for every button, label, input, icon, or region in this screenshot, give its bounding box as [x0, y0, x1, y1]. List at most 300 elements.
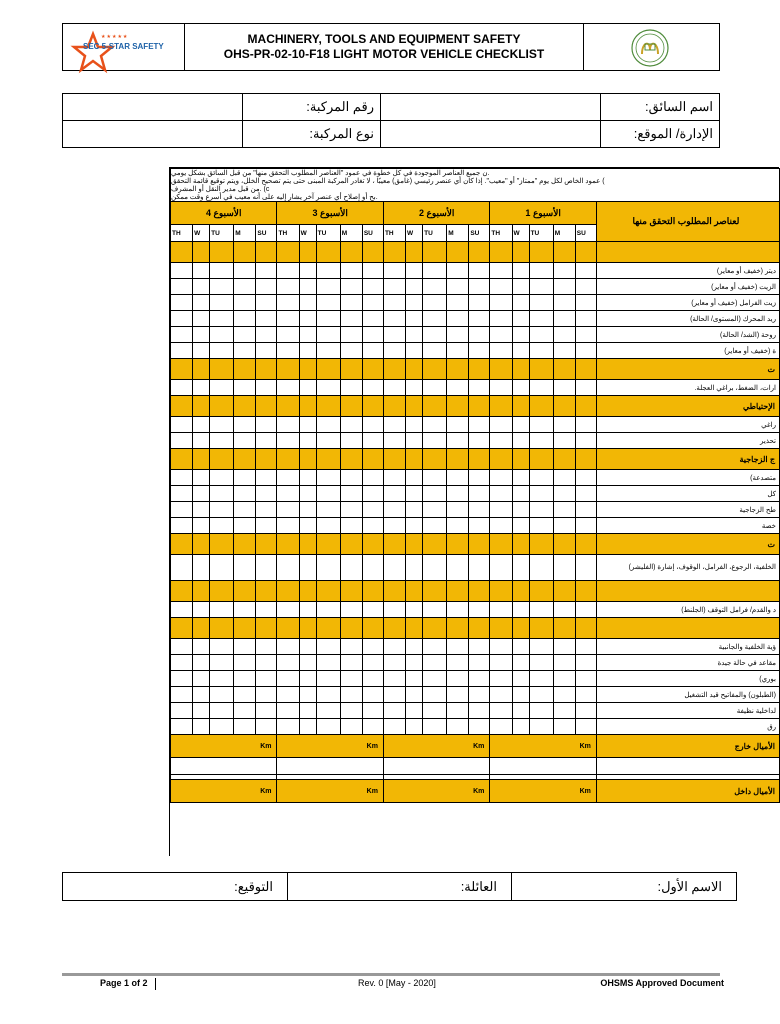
driver-name-field[interactable] [381, 94, 601, 121]
check-cell[interactable] [469, 655, 490, 671]
check-cell[interactable] [423, 486, 447, 502]
check-cell[interactable] [299, 433, 316, 449]
check-cell[interactable] [316, 655, 340, 671]
check-cell[interactable] [469, 279, 490, 295]
km-cell[interactable]: Km [383, 780, 489, 803]
check-cell[interactable] [256, 470, 277, 486]
check-cell[interactable] [256, 602, 277, 618]
check-cell[interactable] [277, 486, 299, 502]
check-cell[interactable] [447, 311, 469, 327]
check-cell[interactable] [553, 703, 575, 719]
check-cell[interactable] [553, 433, 575, 449]
check-cell[interactable] [340, 327, 362, 343]
check-cell[interactable] [469, 311, 490, 327]
check-cell[interactable] [406, 703, 423, 719]
check-cell[interactable] [234, 295, 256, 311]
check-cell[interactable] [299, 719, 316, 735]
check-cell[interactable] [447, 470, 469, 486]
check-cell[interactable] [171, 380, 193, 396]
check-cell[interactable] [299, 295, 316, 311]
check-cell[interactable] [447, 671, 469, 687]
check-cell[interactable] [340, 719, 362, 735]
check-cell[interactable] [171, 687, 193, 703]
check-cell[interactable] [553, 263, 575, 279]
check-cell[interactable] [383, 327, 405, 343]
check-cell[interactable] [340, 311, 362, 327]
check-cell[interactable] [362, 719, 383, 735]
check-cell[interactable] [234, 502, 256, 518]
check-cell[interactable] [193, 433, 210, 449]
check-cell[interactable] [210, 470, 234, 486]
check-cell[interactable] [423, 518, 447, 534]
check-cell[interactable] [193, 671, 210, 687]
check-cell[interactable] [383, 343, 405, 359]
check-cell[interactable] [340, 279, 362, 295]
check-cell[interactable] [193, 295, 210, 311]
check-cell[interactable] [406, 602, 423, 618]
check-cell[interactable] [362, 703, 383, 719]
check-cell[interactable] [340, 602, 362, 618]
check-cell[interactable] [299, 343, 316, 359]
check-cell[interactable] [383, 470, 405, 486]
check-cell[interactable] [529, 687, 553, 703]
check-cell[interactable] [299, 687, 316, 703]
check-cell[interactable] [193, 719, 210, 735]
check-cell[interactable] [299, 502, 316, 518]
check-cell[interactable] [447, 433, 469, 449]
check-cell[interactable] [447, 719, 469, 735]
check-cell[interactable] [299, 671, 316, 687]
check-cell[interactable] [171, 555, 193, 581]
check-cell[interactable] [210, 380, 234, 396]
check-cell[interactable] [256, 311, 277, 327]
check-cell[interactable] [234, 417, 256, 433]
check-cell[interactable] [316, 502, 340, 518]
check-cell[interactable] [490, 343, 512, 359]
check-cell[interactable] [490, 279, 512, 295]
check-cell[interactable] [406, 417, 423, 433]
check-cell[interactable] [234, 327, 256, 343]
check-cell[interactable] [171, 518, 193, 534]
km-cell[interactable]: Km [277, 780, 383, 803]
check-cell[interactable] [529, 703, 553, 719]
check-cell[interactable] [210, 655, 234, 671]
check-cell[interactable] [423, 502, 447, 518]
check-cell[interactable] [447, 380, 469, 396]
check-cell[interactable] [575, 703, 596, 719]
check-cell[interactable] [340, 639, 362, 655]
check-cell[interactable] [171, 655, 193, 671]
check-cell[interactable] [447, 703, 469, 719]
check-cell[interactable] [256, 502, 277, 518]
check-cell[interactable] [210, 703, 234, 719]
check-cell[interactable] [299, 655, 316, 671]
check-cell[interactable] [256, 719, 277, 735]
check-cell[interactable] [299, 417, 316, 433]
check-cell[interactable] [469, 486, 490, 502]
check-cell[interactable] [383, 486, 405, 502]
check-cell[interactable] [210, 639, 234, 655]
check-cell[interactable] [512, 639, 529, 655]
check-cell[interactable] [277, 687, 299, 703]
check-cell[interactable] [362, 602, 383, 618]
check-cell[interactable] [316, 470, 340, 486]
check-cell[interactable] [423, 470, 447, 486]
check-cell[interactable] [340, 343, 362, 359]
check-cell[interactable] [299, 486, 316, 502]
check-cell[interactable] [362, 655, 383, 671]
check-cell[interactable] [362, 433, 383, 449]
check-cell[interactable] [469, 433, 490, 449]
check-cell[interactable] [193, 518, 210, 534]
check-cell[interactable] [362, 295, 383, 311]
check-cell[interactable] [575, 295, 596, 311]
check-cell[interactable] [423, 555, 447, 581]
check-cell[interactable] [362, 311, 383, 327]
mileage-entry-cell[interactable] [171, 758, 277, 775]
check-cell[interactable] [316, 486, 340, 502]
check-cell[interactable] [234, 433, 256, 449]
check-cell[interactable] [575, 555, 596, 581]
check-cell[interactable] [340, 470, 362, 486]
check-cell[interactable] [469, 502, 490, 518]
check-cell[interactable] [210, 311, 234, 327]
check-cell[interactable] [529, 719, 553, 735]
check-cell[interactable] [406, 719, 423, 735]
check-cell[interactable] [193, 470, 210, 486]
check-cell[interactable] [469, 417, 490, 433]
check-cell[interactable] [193, 687, 210, 703]
check-cell[interactable] [193, 703, 210, 719]
check-cell[interactable] [299, 518, 316, 534]
check-cell[interactable] [469, 470, 490, 486]
check-cell[interactable] [529, 518, 553, 534]
km-cell[interactable]: Km [171, 735, 277, 758]
check-cell[interactable] [529, 311, 553, 327]
check-cell[interactable] [490, 486, 512, 502]
km-cell[interactable]: Km [277, 735, 383, 758]
check-cell[interactable] [171, 417, 193, 433]
check-cell[interactable] [362, 470, 383, 486]
check-cell[interactable] [256, 279, 277, 295]
check-cell[interactable] [299, 327, 316, 343]
check-cell[interactable] [256, 327, 277, 343]
check-cell[interactable] [277, 502, 299, 518]
check-cell[interactable] [447, 263, 469, 279]
check-cell[interactable] [362, 279, 383, 295]
check-cell[interactable] [193, 311, 210, 327]
check-cell[interactable] [469, 687, 490, 703]
check-cell[interactable] [362, 639, 383, 655]
family-name-field[interactable]: العائلة: [288, 873, 512, 900]
check-cell[interactable] [423, 655, 447, 671]
check-cell[interactable] [383, 279, 405, 295]
check-cell[interactable] [234, 687, 256, 703]
check-cell[interactable] [210, 295, 234, 311]
check-cell[interactable] [406, 518, 423, 534]
check-cell[interactable] [277, 602, 299, 618]
check-cell[interactable] [193, 486, 210, 502]
check-cell[interactable] [575, 470, 596, 486]
check-cell[interactable] [512, 343, 529, 359]
check-cell[interactable] [362, 263, 383, 279]
check-cell[interactable] [277, 719, 299, 735]
check-cell[interactable] [575, 687, 596, 703]
check-cell[interactable] [210, 433, 234, 449]
check-cell[interactable] [406, 343, 423, 359]
check-cell[interactable] [193, 555, 210, 581]
check-cell[interactable] [193, 417, 210, 433]
check-cell[interactable] [575, 343, 596, 359]
check-cell[interactable] [277, 639, 299, 655]
check-cell[interactable] [340, 486, 362, 502]
check-cell[interactable] [469, 263, 490, 279]
check-cell[interactable] [575, 486, 596, 502]
check-cell[interactable] [575, 639, 596, 655]
check-cell[interactable] [553, 687, 575, 703]
check-cell[interactable] [383, 671, 405, 687]
check-cell[interactable] [447, 343, 469, 359]
check-cell[interactable] [575, 263, 596, 279]
check-cell[interactable] [383, 655, 405, 671]
check-cell[interactable] [383, 555, 405, 581]
check-cell[interactable] [277, 327, 299, 343]
check-cell[interactable] [406, 470, 423, 486]
check-cell[interactable] [340, 502, 362, 518]
check-cell[interactable] [234, 555, 256, 581]
check-cell[interactable] [340, 380, 362, 396]
check-cell[interactable] [423, 719, 447, 735]
check-cell[interactable] [512, 719, 529, 735]
check-cell[interactable] [316, 703, 340, 719]
check-cell[interactable] [299, 380, 316, 396]
check-cell[interactable] [490, 417, 512, 433]
check-cell[interactable] [423, 263, 447, 279]
check-cell[interactable] [299, 703, 316, 719]
mileage-entry-cell[interactable] [277, 758, 383, 775]
check-cell[interactable] [553, 639, 575, 655]
check-cell[interactable] [362, 380, 383, 396]
check-cell[interactable] [406, 263, 423, 279]
check-cell[interactable] [256, 655, 277, 671]
check-cell[interactable] [406, 671, 423, 687]
check-cell[interactable] [210, 555, 234, 581]
check-cell[interactable] [469, 602, 490, 618]
check-cell[interactable] [512, 263, 529, 279]
check-cell[interactable] [529, 602, 553, 618]
check-cell[interactable] [490, 703, 512, 719]
check-cell[interactable] [512, 433, 529, 449]
check-cell[interactable] [423, 327, 447, 343]
check-cell[interactable] [193, 279, 210, 295]
check-cell[interactable] [406, 687, 423, 703]
check-cell[interactable] [529, 655, 553, 671]
check-cell[interactable] [553, 417, 575, 433]
check-cell[interactable] [512, 655, 529, 671]
check-cell[interactable] [256, 263, 277, 279]
check-cell[interactable] [277, 433, 299, 449]
check-cell[interactable] [529, 263, 553, 279]
check-cell[interactable] [299, 470, 316, 486]
check-cell[interactable] [383, 263, 405, 279]
check-cell[interactable] [234, 486, 256, 502]
check-cell[interactable] [406, 327, 423, 343]
check-cell[interactable] [490, 311, 512, 327]
check-cell[interactable] [423, 671, 447, 687]
check-cell[interactable] [490, 555, 512, 581]
check-cell[interactable] [316, 311, 340, 327]
check-cell[interactable] [490, 518, 512, 534]
check-cell[interactable] [469, 380, 490, 396]
check-cell[interactable] [447, 655, 469, 671]
check-cell[interactable] [447, 602, 469, 618]
check-cell[interactable] [256, 518, 277, 534]
check-cell[interactable] [234, 343, 256, 359]
check-cell[interactable] [575, 380, 596, 396]
check-cell[interactable] [575, 417, 596, 433]
check-cell[interactable] [316, 687, 340, 703]
check-cell[interactable] [277, 555, 299, 581]
check-cell[interactable] [171, 433, 193, 449]
check-cell[interactable] [553, 502, 575, 518]
check-cell[interactable] [406, 279, 423, 295]
km-cell[interactable]: Km [490, 735, 596, 758]
check-cell[interactable] [383, 295, 405, 311]
check-cell[interactable] [210, 343, 234, 359]
check-cell[interactable] [193, 639, 210, 655]
check-cell[interactable] [340, 295, 362, 311]
check-cell[interactable] [423, 639, 447, 655]
check-cell[interactable] [234, 703, 256, 719]
check-cell[interactable] [406, 295, 423, 311]
check-cell[interactable] [299, 639, 316, 655]
check-cell[interactable] [469, 703, 490, 719]
check-cell[interactable] [447, 295, 469, 311]
check-cell[interactable] [171, 502, 193, 518]
check-cell[interactable] [362, 343, 383, 359]
check-cell[interactable] [512, 687, 529, 703]
check-cell[interactable] [340, 703, 362, 719]
check-cell[interactable] [340, 671, 362, 687]
check-cell[interactable] [316, 555, 340, 581]
check-cell[interactable] [362, 518, 383, 534]
check-cell[interactable] [512, 518, 529, 534]
check-cell[interactable] [171, 486, 193, 502]
check-cell[interactable] [277, 279, 299, 295]
check-cell[interactable] [193, 602, 210, 618]
check-cell[interactable] [512, 380, 529, 396]
check-cell[interactable] [210, 417, 234, 433]
check-cell[interactable] [234, 380, 256, 396]
check-cell[interactable] [553, 295, 575, 311]
check-cell[interactable] [316, 279, 340, 295]
check-cell[interactable] [406, 380, 423, 396]
check-cell[interactable] [490, 639, 512, 655]
check-cell[interactable] [210, 671, 234, 687]
check-cell[interactable] [447, 486, 469, 502]
check-cell[interactable] [529, 639, 553, 655]
check-cell[interactable] [512, 671, 529, 687]
check-cell[interactable] [490, 295, 512, 311]
check-cell[interactable] [362, 486, 383, 502]
check-cell[interactable] [210, 602, 234, 618]
km-cell[interactable]: Km [490, 780, 596, 803]
check-cell[interactable] [490, 470, 512, 486]
check-cell[interactable] [469, 639, 490, 655]
check-cell[interactable] [575, 671, 596, 687]
check-cell[interactable] [277, 295, 299, 311]
check-cell[interactable] [575, 502, 596, 518]
check-cell[interactable] [316, 433, 340, 449]
check-cell[interactable] [234, 518, 256, 534]
check-cell[interactable] [256, 639, 277, 655]
check-cell[interactable] [256, 295, 277, 311]
check-cell[interactable] [469, 295, 490, 311]
check-cell[interactable] [553, 279, 575, 295]
check-cell[interactable] [171, 470, 193, 486]
check-cell[interactable] [553, 655, 575, 671]
check-cell[interactable] [210, 486, 234, 502]
check-cell[interactable] [383, 380, 405, 396]
check-cell[interactable] [490, 327, 512, 343]
check-cell[interactable] [171, 671, 193, 687]
check-cell[interactable] [553, 343, 575, 359]
check-cell[interactable] [277, 655, 299, 671]
check-cell[interactable] [234, 602, 256, 618]
check-cell[interactable] [171, 719, 193, 735]
check-cell[interactable] [423, 687, 447, 703]
check-cell[interactable] [316, 263, 340, 279]
check-cell[interactable] [383, 687, 405, 703]
check-cell[interactable] [316, 380, 340, 396]
check-cell[interactable] [512, 279, 529, 295]
check-cell[interactable] [512, 295, 529, 311]
check-cell[interactable] [316, 295, 340, 311]
check-cell[interactable] [234, 470, 256, 486]
check-cell[interactable] [299, 602, 316, 618]
check-cell[interactable] [234, 279, 256, 295]
check-cell[interactable] [553, 470, 575, 486]
check-cell[interactable] [406, 311, 423, 327]
check-cell[interactable] [299, 555, 316, 581]
signature-field[interactable]: التوقيع: [64, 873, 288, 900]
check-cell[interactable] [256, 417, 277, 433]
check-cell[interactable] [423, 343, 447, 359]
check-cell[interactable] [553, 719, 575, 735]
check-cell[interactable] [447, 502, 469, 518]
check-cell[interactable] [447, 639, 469, 655]
check-cell[interactable] [553, 518, 575, 534]
mileage-entry-cell[interactable] [383, 758, 489, 775]
check-cell[interactable] [171, 263, 193, 279]
check-cell[interactable] [316, 719, 340, 735]
check-cell[interactable] [406, 655, 423, 671]
check-cell[interactable] [529, 380, 553, 396]
check-cell[interactable] [423, 417, 447, 433]
check-cell[interactable] [575, 311, 596, 327]
check-cell[interactable] [256, 380, 277, 396]
vehicle-type-field[interactable] [63, 121, 243, 148]
check-cell[interactable] [193, 327, 210, 343]
check-cell[interactable] [171, 639, 193, 655]
department-location-field[interactable] [381, 121, 601, 148]
check-cell[interactable] [234, 639, 256, 655]
check-cell[interactable] [490, 602, 512, 618]
check-cell[interactable] [277, 470, 299, 486]
check-cell[interactable] [512, 311, 529, 327]
check-cell[interactable] [553, 555, 575, 581]
check-cell[interactable] [234, 671, 256, 687]
